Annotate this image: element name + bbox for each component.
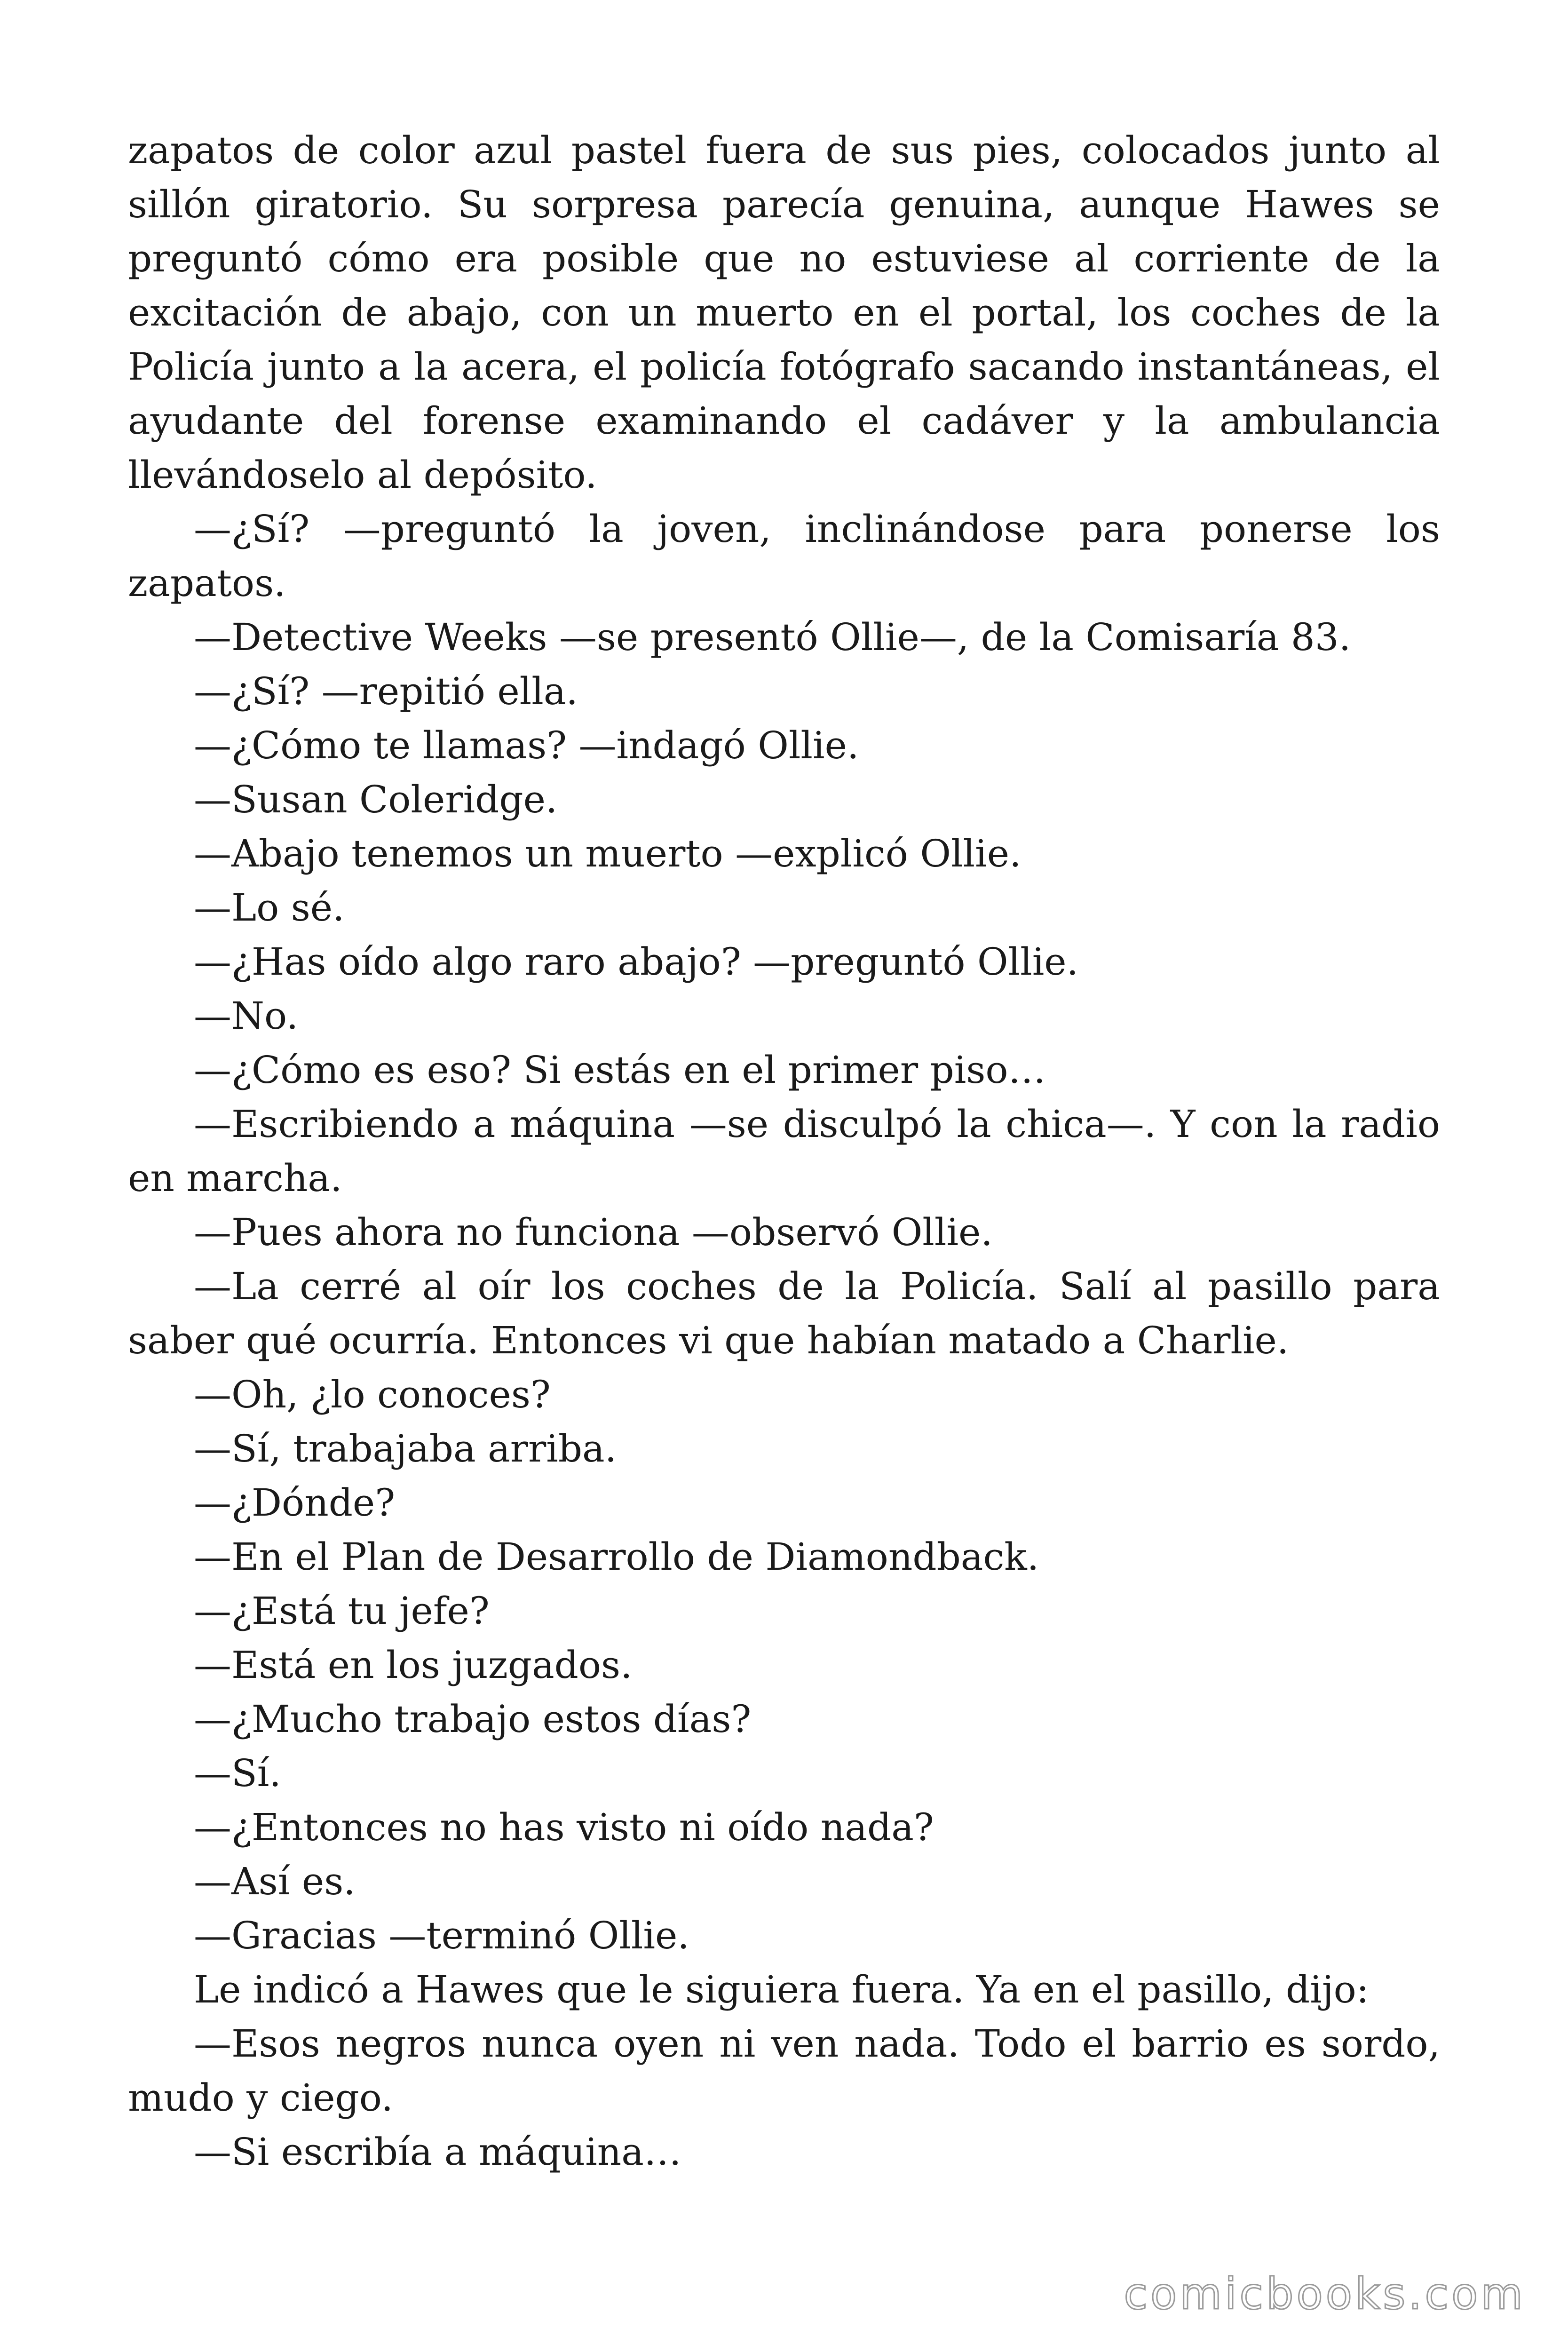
watermark-text: comicbooks.com bbox=[1124, 2269, 1526, 2319]
paragraph: —Si escribía a máquina… bbox=[194, 2130, 681, 2174]
paragraph: —¿Cómo es eso? Si estás en el primer piso… bbox=[194, 1048, 1046, 1092]
paragraph: —Así es. bbox=[194, 1859, 356, 1903]
paragraph: —¿Sí? —repitió ella. bbox=[194, 669, 578, 713]
paragraph: —¿Está tu jefe? bbox=[194, 1589, 490, 1633]
paragraph: —Abajo tenemos un muerto —explicó Ollie. bbox=[194, 832, 1022, 875]
paragraph: —¿Mucho trabajo estos días? bbox=[194, 1697, 752, 1741]
paragraph: —Sí, trabajaba arriba. bbox=[194, 1427, 617, 1470]
paragraph: —¿Dónde? bbox=[194, 1481, 396, 1525]
paragraph: —Lo sé. bbox=[194, 886, 345, 930]
paragraph: —Sí. bbox=[194, 1751, 281, 1795]
paragraph: —Oh, ¿lo conoces? bbox=[194, 1373, 551, 1416]
paragraph: —Pues ahora no funciona —observó Ollie. bbox=[194, 1210, 993, 1254]
paragraph: —Escribiendo a máquina —se disculpó la chica—. Y con la radio en marcha. bbox=[128, 1102, 1440, 1200]
paragraph: zapatos de color azul pastel fuera de sus pies, colocados junto al sillón giratorio. Su sorpresa parecía genuina, aunque Hawes se preguntó cómo era posible que no estuviese al corriente de la excitación de abajo, con un muerto en el portal, los coches de la Policía junto a la acera, el policía fotógrafo sacando instantáneas, el ayudante del forense examinando el cadáver y la ambulancia llevándoselo al depósito. bbox=[128, 128, 1440, 497]
page-text-block bbox=[128, 123, 1440, 2179]
paragraph: —Gracias —terminó Ollie. bbox=[194, 1914, 689, 1957]
paragraph: Le indicó a Hawes que le siguiera fuera. Ya en el pasillo, dijo: bbox=[194, 1968, 1369, 2011]
paragraph: —Está en los juzgados. bbox=[194, 1643, 633, 1687]
paragraph: —¿Has oído algo raro abajo? —preguntó Ollie. bbox=[194, 940, 1079, 984]
paragraph: —En el Plan de Desarrollo de Diamondback. bbox=[194, 1535, 1039, 1579]
paragraph: —¿Entonces no has visto ni oído nada? bbox=[194, 1805, 934, 1849]
paragraph: —¿Sí? —preguntó la joven, inclinándose para ponerse los zapatos. bbox=[128, 507, 1440, 605]
paragraph: —La cerré al oír los coches de la Policía. Salí al pasillo para saber qué ocurría. Entonces vi que habían matado a Charlie. bbox=[128, 1264, 1440, 1362]
paragraph: —Detective Weeks —se presentó Ollie—, de la Comisaría 83. bbox=[194, 615, 1351, 659]
paragraph: —Esos negros nunca oyen ni ven nada. Todo el barrio es sordo, mudo y ciego. bbox=[128, 2022, 1440, 2120]
paragraph: —¿Cómo te llamas? —indagó Ollie. bbox=[194, 723, 859, 767]
paragraph: —No. bbox=[194, 994, 299, 1038]
paragraph: —Susan Coleridge. bbox=[194, 778, 558, 821]
